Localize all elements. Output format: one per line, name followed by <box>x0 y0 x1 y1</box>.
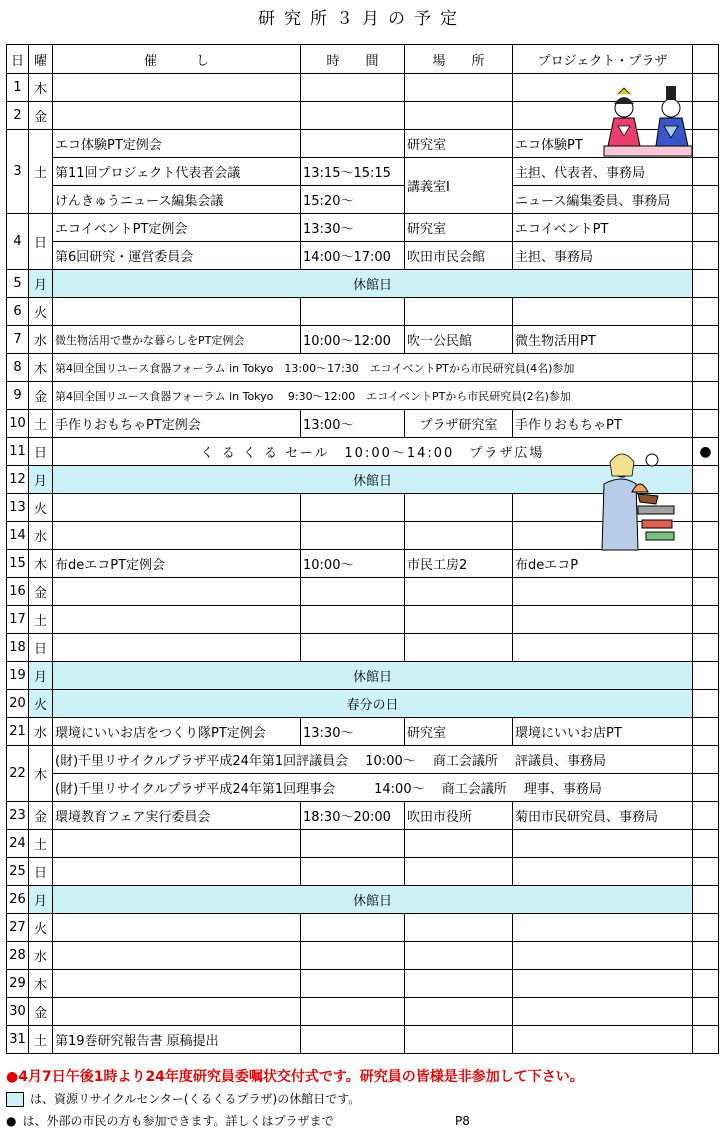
table-row <box>7 746 719 774</box>
weekday-cell: 土 <box>29 606 53 634</box>
legend-dot-row <box>6 1110 718 1132</box>
day-cell: 6 <box>7 298 29 326</box>
project-cell: ニュース編集委員、事務局 <box>513 186 693 214</box>
weekday-cell: 月 <box>29 886 53 914</box>
weekday-cell: 木 <box>29 746 53 802</box>
place-cell: 市民工房2 <box>405 550 513 578</box>
time-cell: 15:20～ <box>301 186 405 214</box>
time-cell: 13:00～ <box>301 410 405 438</box>
day-cell: 21 <box>7 718 29 746</box>
place-cell: 吹田市民会館 <box>405 242 513 270</box>
project-cell: 菊田市民研究員、事務局 <box>513 802 693 830</box>
table-row <box>7 690 719 718</box>
day-cell: 2 <box>7 102 29 130</box>
project-cell: 主担、事務局 <box>513 242 693 270</box>
event-span-cell: 第4回全国リユース食器フォーラム in Tokyo 9:30～12:00 エコイベントPTから市民研究員(2名)参加 <box>53 382 693 410</box>
event-cell: 第6回研究・運営委員会 <box>53 242 301 270</box>
project-cell: 微生物活用PT <box>513 326 693 354</box>
table-row <box>7 214 719 242</box>
sale-event-cell: く る く る セール 10:00～14:00 プラザ広場 <box>53 438 693 466</box>
place-cell: 講義室Ⅰ <box>405 158 513 214</box>
header-day: 日 <box>7 45 29 74</box>
project-cell: エコ体験PT <box>513 130 693 158</box>
event-cell: 手作りおもちゃPT定例会 <box>53 410 301 438</box>
table-row <box>7 578 719 606</box>
legend-closed-text: は、資源リサイクルセンター(くるくるプラザ)の休館日です。 <box>30 1092 361 1106</box>
time-cell: 10:00～12:00 <box>301 326 405 354</box>
day-cell: 13 <box>7 494 29 522</box>
weekday-cell: 木 <box>29 74 53 102</box>
table-row <box>7 802 719 830</box>
header-event: 催 し <box>53 45 301 74</box>
table-row <box>7 354 719 382</box>
important-notice: ●4月7日午後1時より24年度研究員委嘱状交付式です。研究員の皆様是非参加して下さい。 <box>6 1069 584 1085</box>
table-row <box>7 634 719 662</box>
event-cell: けんきゅうニュース編集会議 <box>53 186 301 214</box>
day-cell: 10 <box>7 410 29 438</box>
time-cell: 13:30～ <box>301 214 405 242</box>
table-row <box>7 718 719 746</box>
time-cell: 10:00～ <box>301 550 405 578</box>
day-cell: 30 <box>7 998 29 1026</box>
day-cell: 1 <box>7 74 29 102</box>
day-cell: 8 <box>7 354 29 382</box>
time-cell: 14:00～17:00 <box>301 242 405 270</box>
day-cell: 16 <box>7 578 29 606</box>
table-row <box>7 942 719 970</box>
page-title: 研究所３月の予定 <box>258 9 466 29</box>
day-cell: 22 <box>7 746 29 802</box>
header-time: 時 間 <box>301 45 405 74</box>
day-cell: 11 <box>7 438 29 466</box>
weekday-cell: 土 <box>29 830 53 858</box>
header-place: 場 所 <box>405 45 513 74</box>
day-cell: 4 <box>7 214 29 270</box>
table-row <box>7 970 719 998</box>
event-cell: 微生物活用で豊かな暮らしをPT定例会 <box>53 326 301 354</box>
event-cell: エコ体験PT定例会 <box>53 130 301 158</box>
project-cell: 主担、代表者、事務局 <box>513 158 693 186</box>
project-cell: 手作りおもちゃPT <box>513 410 693 438</box>
day-cell: 9 <box>7 382 29 410</box>
day-cell: 7 <box>7 326 29 354</box>
table-row <box>7 158 719 186</box>
closed-color-swatch <box>6 1092 24 1107</box>
weekday-cell: 月 <box>29 662 53 690</box>
project-cell: 布deエコP <box>513 550 693 578</box>
weekday-cell: 火 <box>29 690 53 718</box>
day-cell: 20 <box>7 690 29 718</box>
time-cell: 13:30～ <box>301 718 405 746</box>
weekday-cell: 月 <box>29 466 53 494</box>
weekday-cell: 土 <box>29 1026 53 1054</box>
legend-dot-text: は、外部の市民の方も参加できます。詳しくはプラザまで <box>22 1114 334 1128</box>
scientist-illustration <box>582 446 678 554</box>
day-cell: 14 <box>7 522 29 550</box>
holiday-cell: 春分の日 <box>53 690 693 718</box>
day-cell: 31 <box>7 1026 29 1054</box>
day-cell: 19 <box>7 662 29 690</box>
closed-day-cell: 休館日 <box>53 270 693 298</box>
table-row <box>7 998 719 1026</box>
header-row <box>7 45 719 74</box>
weekday-cell: 月 <box>29 270 53 298</box>
weekday-cell: 土 <box>29 130 53 214</box>
event-cell: エコイベントPT定例会 <box>53 214 301 242</box>
event-span-cell: 第4回全国リユース食器フォーラム in Tokyo 13:00～17:30 エコイベントPTから市民研究員(4名)参加 <box>53 354 693 382</box>
event-span-cell: (財)千里リサイクルプラザ平成24年第1回理事会 14:00～ 商工会議所 理事、事務局 <box>53 774 693 802</box>
event-cell: 第11回プロジェクト代表者会議 <box>53 158 301 186</box>
public-event-dot: ● <box>6 1114 17 1128</box>
table-row <box>7 186 719 214</box>
hina-dolls-illustration <box>600 82 696 158</box>
project-cell: 環境にいいお店PT <box>513 718 693 746</box>
weekday-cell: 金 <box>29 102 53 130</box>
day-cell: 25 <box>7 858 29 886</box>
public-event-mark: ● <box>693 438 719 466</box>
weekday-cell: 金 <box>29 802 53 830</box>
table-row <box>7 662 719 690</box>
day-cell: 27 <box>7 914 29 942</box>
weekday-cell: 日 <box>29 214 53 270</box>
time-cell: 13:15～15:15 <box>301 158 405 186</box>
day-cell: 3 <box>7 130 29 214</box>
time-cell: 18:30～20:00 <box>301 802 405 830</box>
weekday-cell: 火 <box>29 298 53 326</box>
day-cell: 29 <box>7 970 29 998</box>
table-row <box>7 886 719 914</box>
day-cell: 23 <box>7 802 29 830</box>
table-row <box>7 270 719 298</box>
weekday-cell: 日 <box>29 634 53 662</box>
notes-section <box>6 1066 718 1132</box>
weekday-cell: 水 <box>29 326 53 354</box>
weekday-cell: 木 <box>29 970 53 998</box>
day-cell: 26 <box>7 886 29 914</box>
event-span-cell: (財)千里リサイクルプラザ平成24年第1回評議員会 10:00～ 商工会議所 評議員、事務局 <box>53 746 693 774</box>
place-cell: 研究室 <box>405 214 513 242</box>
table-row <box>7 326 719 354</box>
page-number: P8 <box>455 1114 470 1128</box>
place-cell: 吹一公民館 <box>405 326 513 354</box>
weekday-cell: 水 <box>29 718 53 746</box>
table-row <box>7 242 719 270</box>
place-cell: 研究室 <box>405 130 513 158</box>
day-cell: 15 <box>7 550 29 578</box>
closed-day-cell: 休館日 <box>53 886 693 914</box>
legend-closed-row <box>6 1088 718 1110</box>
weekday-cell: 木 <box>29 354 53 382</box>
event-cell: 環境にいいお店をつくり隊PT定例会 <box>53 718 301 746</box>
place-cell: 研究室 <box>405 718 513 746</box>
table-row <box>7 858 719 886</box>
project-cell: エコイベントPT <box>513 214 693 242</box>
header-project: プロジェクト・プラザ <box>513 45 693 74</box>
event-cell: 布deエコPT定例会 <box>53 550 301 578</box>
day-cell: 12 <box>7 466 29 494</box>
place-cell: プラザ研究室 <box>405 410 513 438</box>
day-cell: 17 <box>7 606 29 634</box>
event-cell: 第19巻研究報告書 原稿提出 <box>53 1026 301 1054</box>
weekday-cell: 日 <box>29 438 53 466</box>
weekday-cell: 日 <box>29 858 53 886</box>
day-cell: 5 <box>7 270 29 298</box>
weekday-cell: 金 <box>29 382 53 410</box>
weekday-cell: 水 <box>29 522 53 550</box>
day-cell: 18 <box>7 634 29 662</box>
table-row <box>7 830 719 858</box>
table-row <box>7 1026 719 1054</box>
table-row <box>7 914 719 942</box>
table-row <box>7 606 719 634</box>
day-cell: 28 <box>7 942 29 970</box>
closed-day-cell: 休館日 <box>53 466 693 494</box>
table-row <box>7 774 719 802</box>
weekday-cell: 木 <box>29 550 53 578</box>
weekday-cell: 金 <box>29 998 53 1026</box>
weekday-cell: 金 <box>29 578 53 606</box>
weekday-cell: 火 <box>29 494 53 522</box>
weekday-cell: 火 <box>29 914 53 942</box>
weekday-cell: 土 <box>29 410 53 438</box>
weekday-cell: 水 <box>29 942 53 970</box>
event-cell: 環境教育フェア実行委員会 <box>53 802 301 830</box>
table-row <box>7 298 719 326</box>
table-row <box>7 382 719 410</box>
table-row <box>7 410 719 438</box>
closed-day-cell: 休館日 <box>53 662 693 690</box>
day-cell: 24 <box>7 830 29 858</box>
place-cell: 吹田市役所 <box>405 802 513 830</box>
header-weekday: 曜 <box>29 45 53 74</box>
